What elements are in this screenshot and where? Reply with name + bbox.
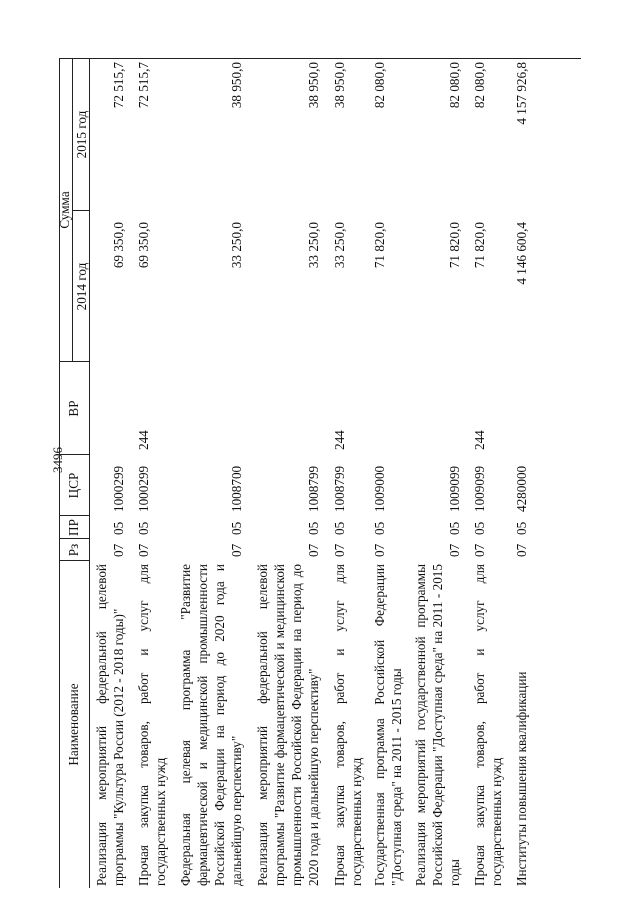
row-csr: 1008700 (229, 465, 244, 512)
row-rz: 07 (372, 543, 387, 557)
row-rz: 07 (514, 543, 529, 557)
row-2014: 33 250,0 (306, 222, 321, 269)
row-csr: 1009099 (447, 465, 462, 512)
row-name: Реализация мероприятий государственной программы Российской Федерации "Доступная среда" на 2011 - 2015 годы (413, 564, 462, 886)
row-pr: 05 (306, 521, 321, 535)
row-name: Прочая закупка товаров, работ и услуг для государственных нужд (332, 564, 364, 886)
row-vr: 244 (136, 430, 151, 450)
row-csr: 1000299 (136, 465, 151, 512)
row-2014: 69 350,0 (111, 222, 126, 269)
row-2014: 33 250,0 (229, 222, 244, 269)
row-name: Государственная программа Российской Федерации "Доступная среда" на 2011 - 2015 годы (372, 564, 404, 886)
row-2014: 71 820,0 (447, 222, 462, 269)
row-csr: 1008799 (332, 465, 347, 512)
header-csr: ЦСР (66, 472, 81, 499)
row-csr: 1009000 (372, 465, 387, 512)
row-pr: 05 (136, 521, 151, 535)
row-rz: 07 (472, 543, 487, 557)
row-2015: 38 950,0 (306, 62, 321, 109)
row-2014: 71 820,0 (472, 222, 487, 269)
header-sum: Сумма (57, 191, 72, 229)
row-rz: 07 (229, 543, 244, 557)
row-pr: 05 (372, 521, 387, 535)
row-rz: 07 (136, 543, 151, 557)
page-number: 3496 (50, 447, 65, 473)
header-vr: ВР (66, 400, 81, 417)
row-2015: 72 515,7 (111, 62, 126, 109)
row-csr: 1008799 (306, 465, 321, 512)
row-pr: 05 (111, 521, 126, 535)
header-2015: 2015 год (74, 110, 89, 159)
row-pr: 05 (332, 521, 347, 535)
row-name: Прочая закупка товаров, работ и услуг для государственных нужд (472, 564, 504, 886)
row-2014: 33 250,0 (332, 222, 347, 269)
row-csr: 4280000 (514, 465, 529, 512)
row-name: Федеральная целевая программа "Развитие фармацевтической и медицинской промышленности Российской Федерации на период до 2020 года и дальнейшую перспективу" (178, 564, 244, 886)
row-name: Реализация мероприятий федеральной целевой программы "Развитие фармацевтической и медицинской промышленности Российской Федерации на период до 2020 года и дальнейшую перспективу" (255, 564, 321, 886)
row-2015: 38 950,0 (229, 62, 244, 109)
header-name: Наименование (66, 683, 81, 766)
row-2015: 82 080,0 (472, 62, 487, 109)
budget-table (59, 58, 581, 888)
row-name: Прочая закупка товаров, работ и услуг для государственных нужд (136, 564, 168, 886)
row-pr: 05 (472, 521, 487, 535)
row-2014: 4 146 600,4 (514, 222, 529, 285)
row-2014: 69 350,0 (136, 222, 151, 269)
row-2015: 4 157 926,8 (514, 62, 529, 125)
header-rz: Рз (66, 543, 81, 557)
row-rz: 07 (447, 543, 462, 557)
row-vr: 244 (472, 430, 487, 450)
row-2015: 38 950,0 (332, 62, 347, 109)
row-rz: 07 (332, 543, 347, 557)
row-2015: 72 515,7 (136, 62, 151, 109)
row-2014: 71 820,0 (372, 222, 387, 269)
row-pr: 05 (514, 521, 529, 535)
row-pr: 05 (447, 521, 462, 535)
header-2014: 2014 год (74, 262, 89, 311)
row-pr: 05 (229, 521, 244, 535)
row-csr: 1009099 (472, 465, 487, 512)
row-name: Реализация мероприятий федеральной целевой программы "Культура России (2012 - 2018 годы)" (94, 564, 126, 886)
row-rz: 07 (111, 543, 126, 557)
row-name: Институты повышения квалификации (514, 671, 529, 886)
row-csr: 1000299 (111, 465, 126, 512)
row-2015: 82 080,0 (447, 62, 462, 109)
row-rz: 07 (306, 543, 321, 557)
header-pr: ПР (66, 519, 81, 536)
row-vr: 244 (332, 430, 347, 450)
row-2015: 82 080,0 (372, 62, 387, 109)
